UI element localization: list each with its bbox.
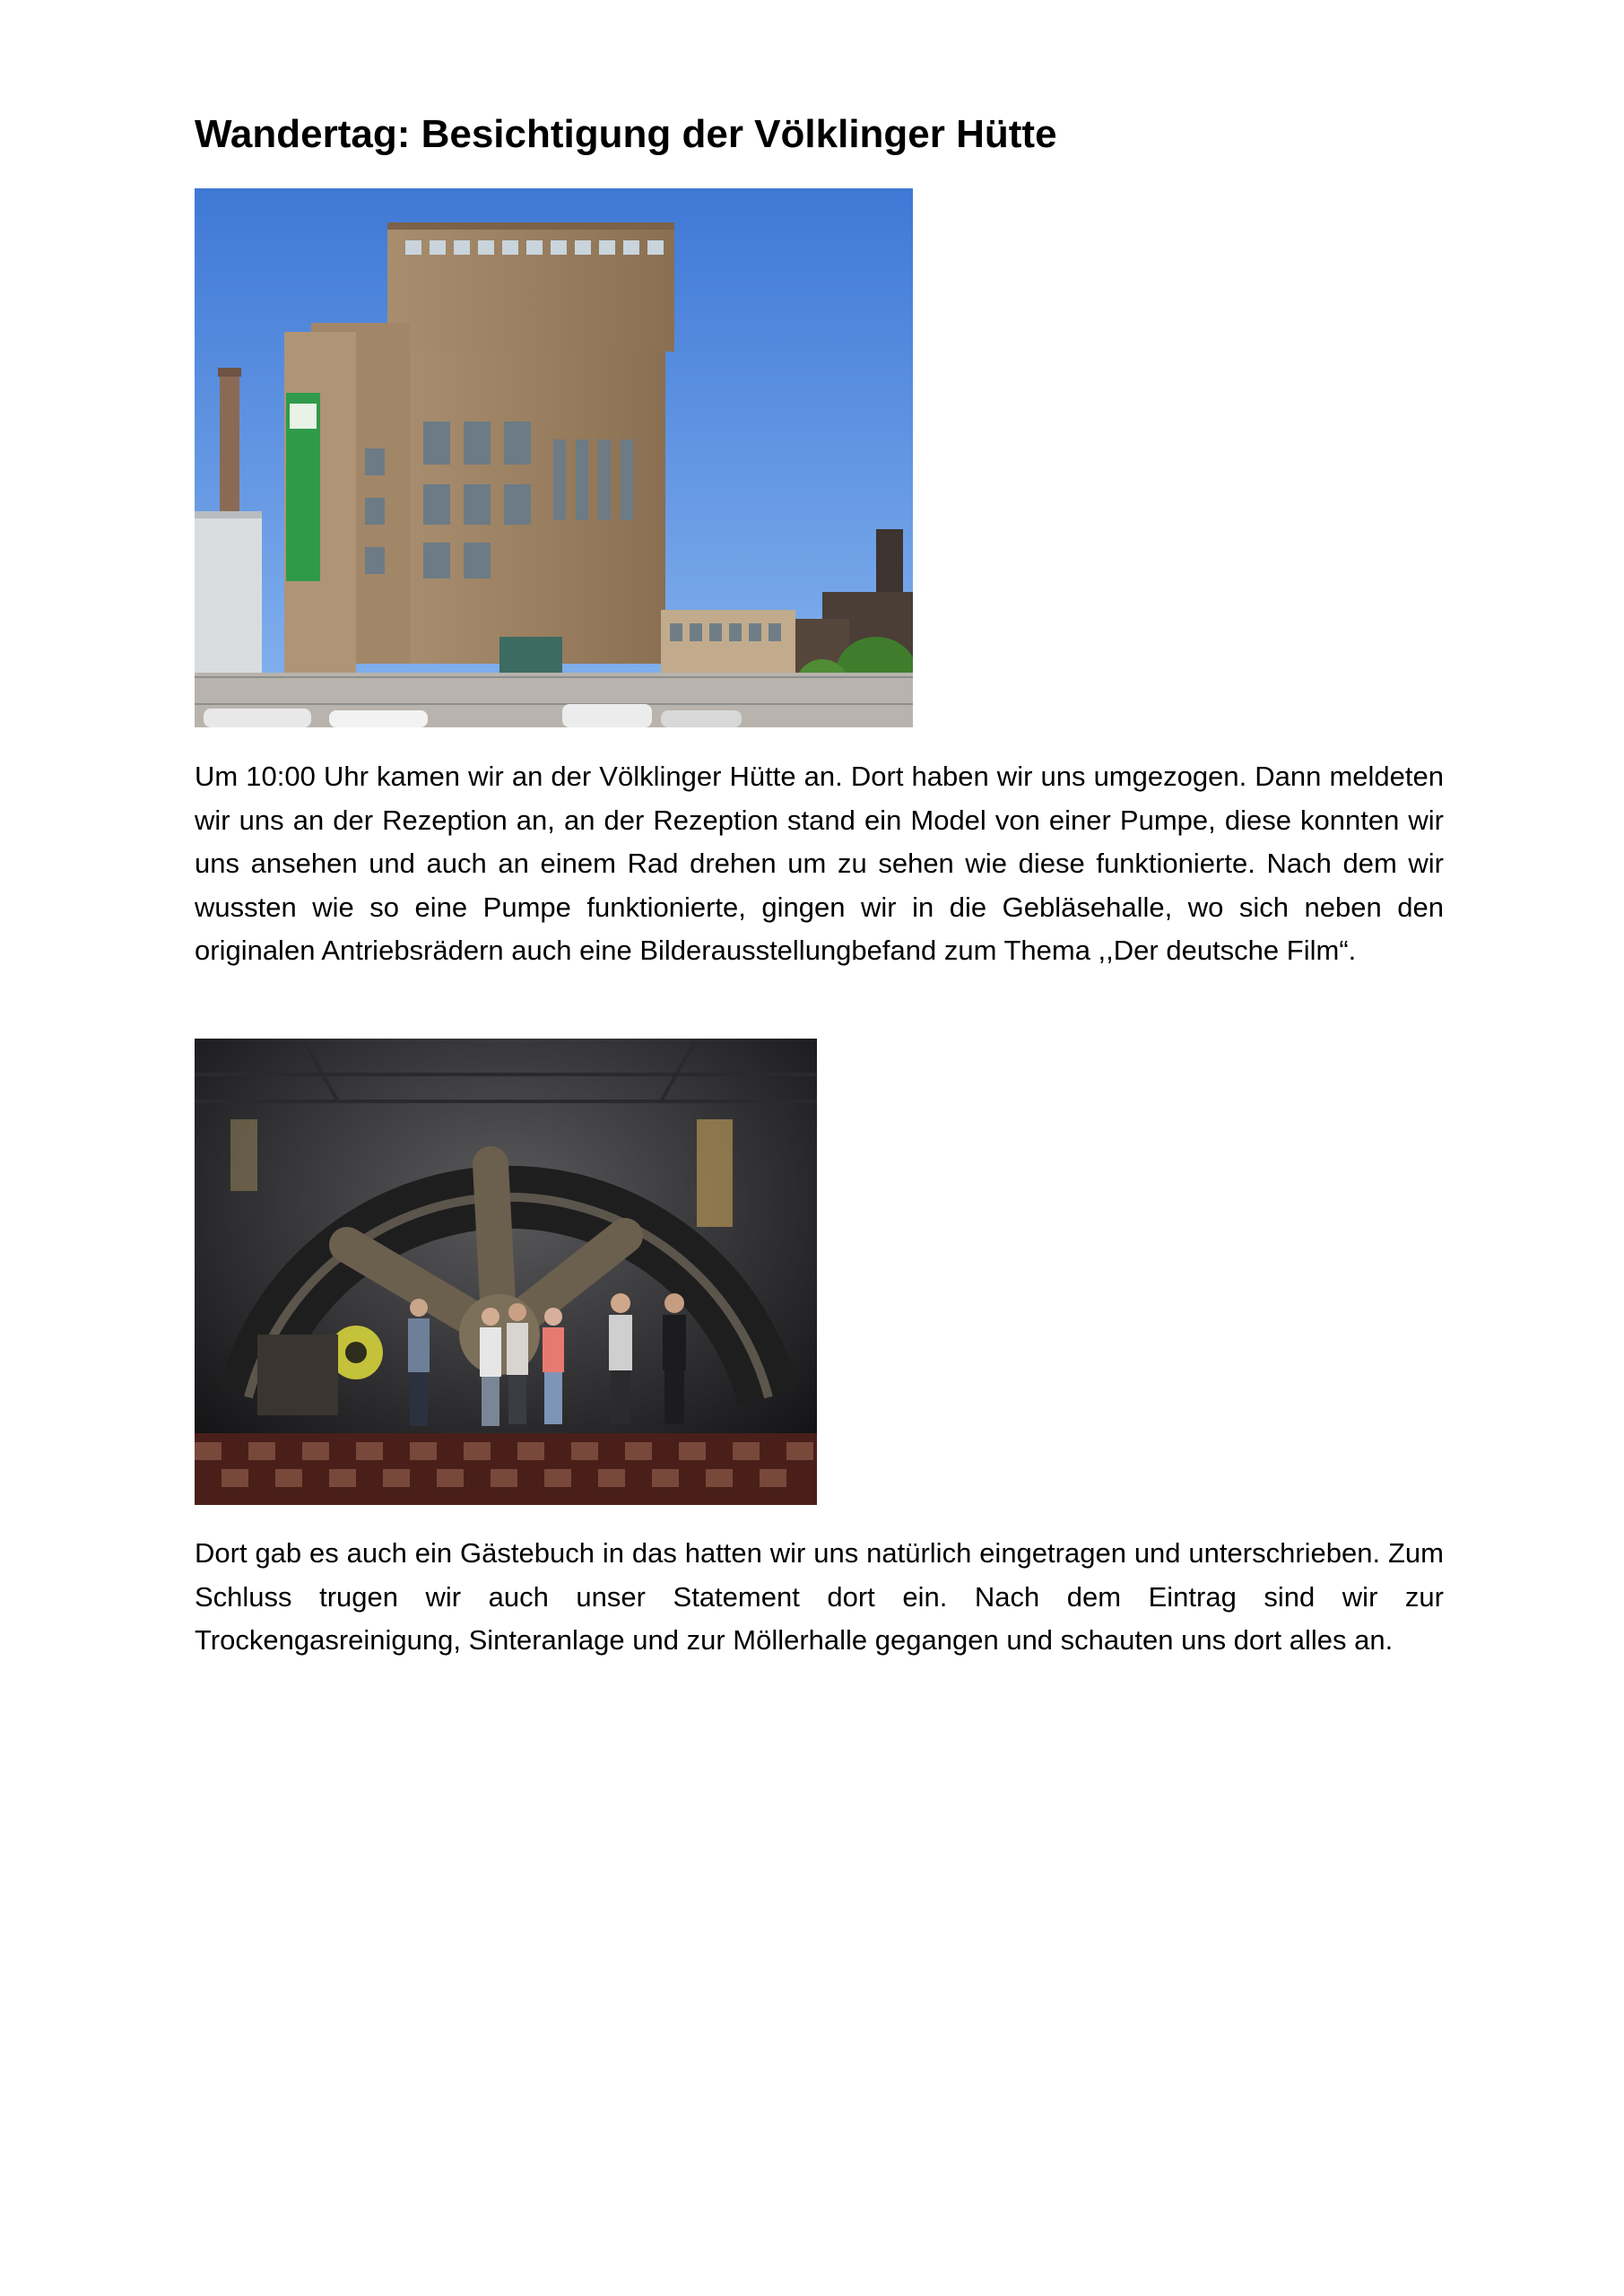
blower-hall-photo — [195, 1039, 817, 1505]
document-title: Wandertag: Besichtigung der Völklinger Hütte — [195, 112, 1057, 156]
paragraph-2: Dort gab es auch ein Gästebuch in das hatten wir uns natürlich eingetragen und unterschrieben. Zum Schluss trugen wir auch unser Statement dort ein. Nach dem Eintrag sind wir zur Trockengasreinigung, Sinteranlage und zur Möllerhalle gegangen und schauten uns dort alles an. — [195, 1537, 1444, 1657]
paragraph-1: Um 10:00 Uhr kamen wir an der Völklinger Hütte an. Dort haben wir uns umgezogen. Dann meldeten wir uns an der Rezeption an, an der Rezeption stand ein Model von einer Pumpe, diese konnten wir uns ansehen und auch an einem Rad drehen um zu sehen wie diese funktionierte. Nach dem wir wussten wie so eine Pumpe funktionierte, gingen wir in die Gebläsehalle, wo sich neben den originalen Antriebsrädern auch eine Bilderausstellungbefand zum Thema ,,Der deutsche Film“. — [195, 761, 1444, 967]
building-photo — [195, 188, 913, 727]
